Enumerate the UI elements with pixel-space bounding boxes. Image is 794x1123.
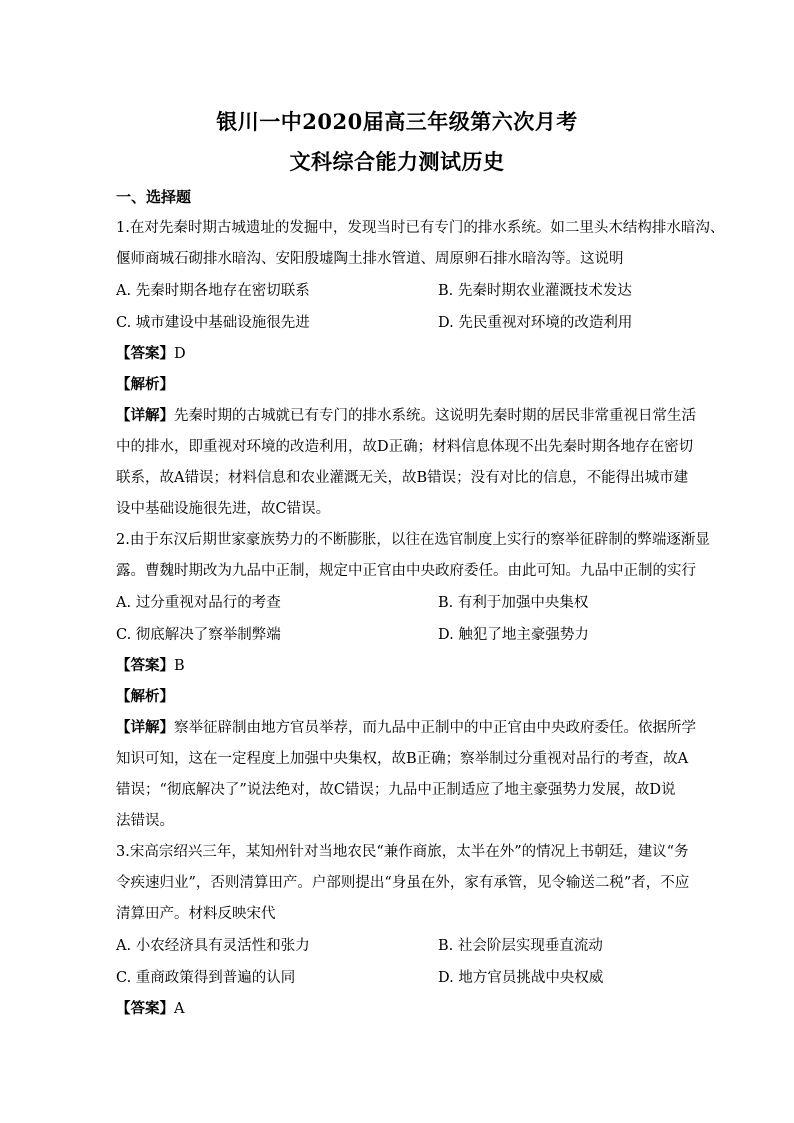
q1-detail-text1: 先秦时期的古城就已有专门的排水系统。这说明先秦时期的居民非常重视日常生活 xyxy=(174,408,696,424)
q2-detail-line1 xyxy=(116,716,696,737)
q1-option-c: C. 城市建设中基础设施很先进 xyxy=(116,315,310,331)
q1-option-a: A. 先秦时期各地存在密切联系 xyxy=(116,283,310,299)
q2-stem-line1: 2.由于东汉后期世家豪族势力的不断膨胀，以往在选官制度上实行的察举征辟制的弊端逐渐显 xyxy=(116,532,710,548)
q1-stem-line1: 1.在对先秦时期古城遗址的发掘中，发现当时已有专门的排水系统。如二里头木结构排水暗沟、 xyxy=(116,220,725,236)
q3-stem-line1: 3.宋高宗绍兴三年，某知州针对当地农民“兼作商旅，太半在外”的情况上书朝廷，建议“务 xyxy=(116,844,689,860)
q2-analysis-label: 【解析】 xyxy=(116,688,174,705)
document-subtitle: 文科综合能力测试历史 xyxy=(289,149,505,174)
q3-option-a: A. 小农经济具有灵活性和张力 xyxy=(116,938,310,954)
detail-label: 【详解】 xyxy=(116,407,174,424)
q3-stem-line3: 清算田产。材料反映宋代 xyxy=(116,906,276,922)
q2-answer-value: B xyxy=(174,658,185,674)
document-title: 银川一中2020届高三年级第六次月考 xyxy=(216,109,578,134)
q1-option-b: B. 先秦时期农业灌溉技术发达 xyxy=(438,283,632,299)
q2-detail-line2: 知识可知，这在一定程度上加强中央集权，故B正确；察举制过分重视对品行的考查，故A xyxy=(116,751,689,767)
q3-stem-line2: 令疾速归业”，否则清算田产。户部则提出“身虽在外，家有承管，见令输送二税”者，不应 xyxy=(116,875,690,891)
q3-answer xyxy=(116,997,686,1018)
q3-option-c: C. 重商政策得到普遍的认同 xyxy=(116,970,296,986)
q2-detail-line4: 法错误。 xyxy=(116,813,174,829)
q1-detail-line2: 中的排水，即重视对环境的改造利用，故D正确；材料信息体现不出先秦时期各地存在密切 xyxy=(116,439,694,455)
section-heading: 一、选择题 xyxy=(116,188,192,206)
q2-option-a: A. 过分重视对品行的考查 xyxy=(116,595,281,611)
q2-option-d: D. 触犯了地主豪强势力 xyxy=(438,627,589,643)
q1-option-d: D. 先民重视对环境的改造利用 xyxy=(438,315,633,331)
q1-detail-line1 xyxy=(116,404,696,425)
q1-answer xyxy=(116,342,686,363)
q2-option-c: C. 彻底解决了察举制弊端 xyxy=(116,627,281,643)
q1-analysis-label: 【解析】 xyxy=(116,376,174,393)
q1-detail-line3: 联系，故A错误；材料信息和农业灌溉无关，故B错误；没有对比的信息，不能得出城市建 xyxy=(116,470,689,486)
q2-option-b: B. 有利于加强中央集权 xyxy=(438,595,589,611)
q2-stem-line2: 露。曹魏时期改为九品中正制，规定中正官由中央政府委任。由此可知。九品中正制的实行 xyxy=(116,563,696,579)
detail-label: 【详解】 xyxy=(116,719,174,736)
answer-label: 【答案】 xyxy=(116,345,174,362)
q1-answer-value: D xyxy=(174,346,186,362)
q3-option-b: B. 社会阶层实现垂直流动 xyxy=(438,938,603,954)
answer-label: 【答案】 xyxy=(116,1000,174,1017)
q2-answer xyxy=(116,654,686,675)
q3-option-d: D. 地方官员挑战中央权威 xyxy=(438,970,604,986)
q1-detail-line4: 设中基础设施很先进，故C错误。 xyxy=(116,501,331,517)
answer-label: 【答案】 xyxy=(116,657,174,674)
q2-detail-line3: 错误；“彻底解决了”说法绝对，故C错误；九品中正制适应了地主豪强势力发展，故D说 xyxy=(116,782,676,798)
q1-stem-line2: 偃师商城石砌排水暗沟、安阳殷墟陶土排水管道、周原卵石排水暗沟等。这说明 xyxy=(116,251,624,267)
q2-detail-text1: 察举征辟制由地方官员举荐，而九品中正制中的中正官由中央政府委任。依据所学 xyxy=(174,720,696,736)
q3-answer-value: A xyxy=(174,1001,185,1017)
